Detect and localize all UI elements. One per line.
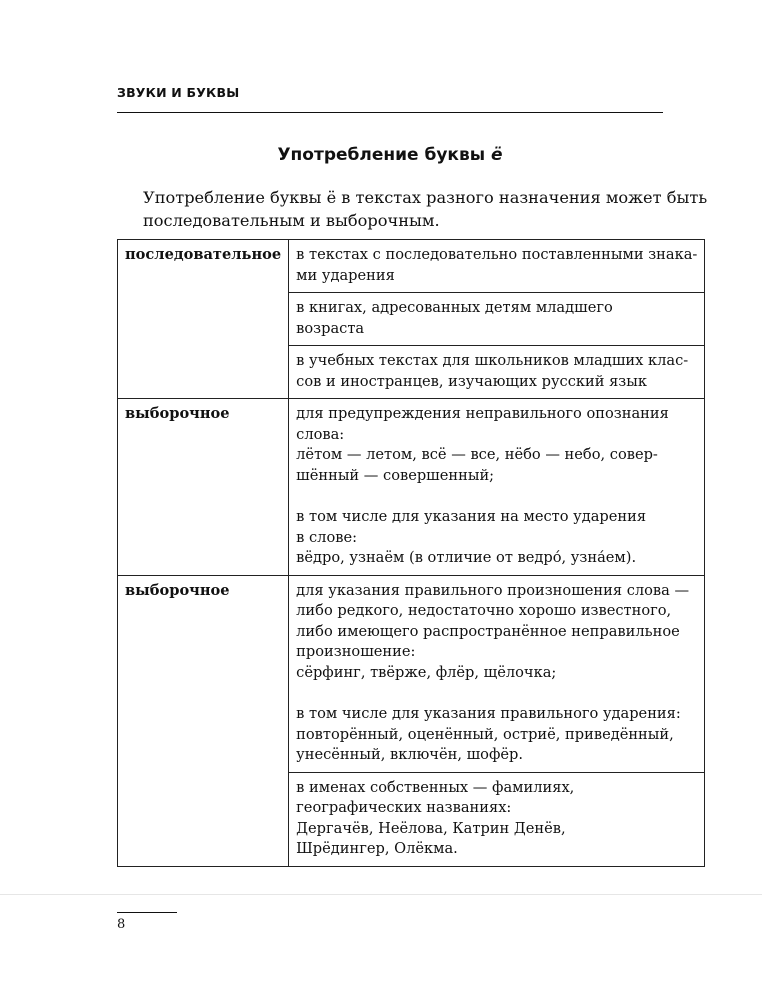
usage-cell — [289, 240, 705, 293]
intro-line: последовательным и выборочным. — [143, 211, 440, 230]
cell-line: либо редкого, недостаточно хорошо известного, — [296, 602, 672, 619]
cell-line: унесённый, включён, шофёр. — [296, 746, 523, 763]
cell-line: в именах собственных — фамилиях, — [296, 778, 575, 796]
cell-line: произношение: — [296, 643, 416, 660]
category-label: выборочное — [125, 405, 230, 422]
running-head: ЗВУКИ И БУКВЫ — [117, 85, 240, 100]
usage-cell — [289, 399, 705, 576]
page-number-rule — [117, 912, 177, 913]
cell-line: Шрёдингер, Олёкма. — [296, 840, 458, 857]
cell-line: Дергачёв, Неёлова, Катрин Денёв, — [296, 819, 566, 837]
intro-line: Употребление буквы ё в текстах разного назначения может быть — [143, 188, 708, 207]
cell-line: в книгах, адресованных детям младшего — [296, 299, 613, 316]
cell-line: в слове: — [296, 528, 358, 546]
section-title — [117, 145, 663, 165]
page-number: 8 — [117, 917, 126, 932]
usage-cell — [289, 293, 705, 346]
header-rule — [117, 112, 663, 113]
cell-line: в учебных текстах для школьников младших клас- — [296, 352, 689, 369]
usage-cell — [289, 575, 705, 772]
cell-line: ми ударения — [296, 266, 395, 284]
category-cell — [118, 240, 289, 399]
category-cell — [118, 575, 289, 866]
cell-line: для указания правильного произношения слова — — [296, 581, 690, 599]
cell-line: географических названиях: — [296, 799, 512, 816]
table-row — [118, 575, 705, 772]
cell-line: лётом — летом, всё — все, нёбо — небо, совер- — [296, 446, 658, 463]
cell-line: вёдро, узнаём (в отличие от ведро́, узна́ем). — [296, 549, 637, 566]
cell-line: повторённый, оценённый, остриё, приведённый, — [296, 725, 674, 743]
category-cell — [118, 399, 289, 576]
cell-line: в том числе для указания правильного ударения: — [296, 705, 681, 722]
usage-table — [117, 239, 705, 867]
intro-paragraph — [117, 186, 708, 232]
cell-line: для предупреждения неправильного опознания — [296, 405, 669, 422]
paragraph-gap — [296, 486, 697, 507]
section-title-letter: ё — [491, 145, 503, 165]
cell-line: в текстах с последовательно поставленными знака- — [296, 246, 698, 263]
category-label: последовательное — [125, 246, 282, 263]
cell-line: в том числе для указания на место ударения — [296, 508, 647, 525]
paragraph-gap — [296, 683, 697, 704]
usage-cell — [289, 772, 705, 866]
category-label: выборочное — [125, 581, 230, 599]
table-row — [118, 240, 705, 293]
cell-line: шённый — совершенный; — [296, 466, 495, 484]
table-row — [118, 399, 705, 576]
usage-cell — [289, 346, 705, 399]
section-title-text: Употребление буквы — [277, 145, 492, 165]
cell-line: сёрфинг, твёрже, флёр, щёлочка; — [296, 663, 557, 681]
cell-line: либо имеющего распространённое неправильное — [296, 622, 680, 640]
cell-line: слова: — [296, 425, 345, 443]
footer-divider — [0, 894, 762, 895]
cell-line: сов и иностранцев, изучающих русский язык — [296, 372, 647, 390]
cell-line: возраста — [296, 319, 365, 337]
